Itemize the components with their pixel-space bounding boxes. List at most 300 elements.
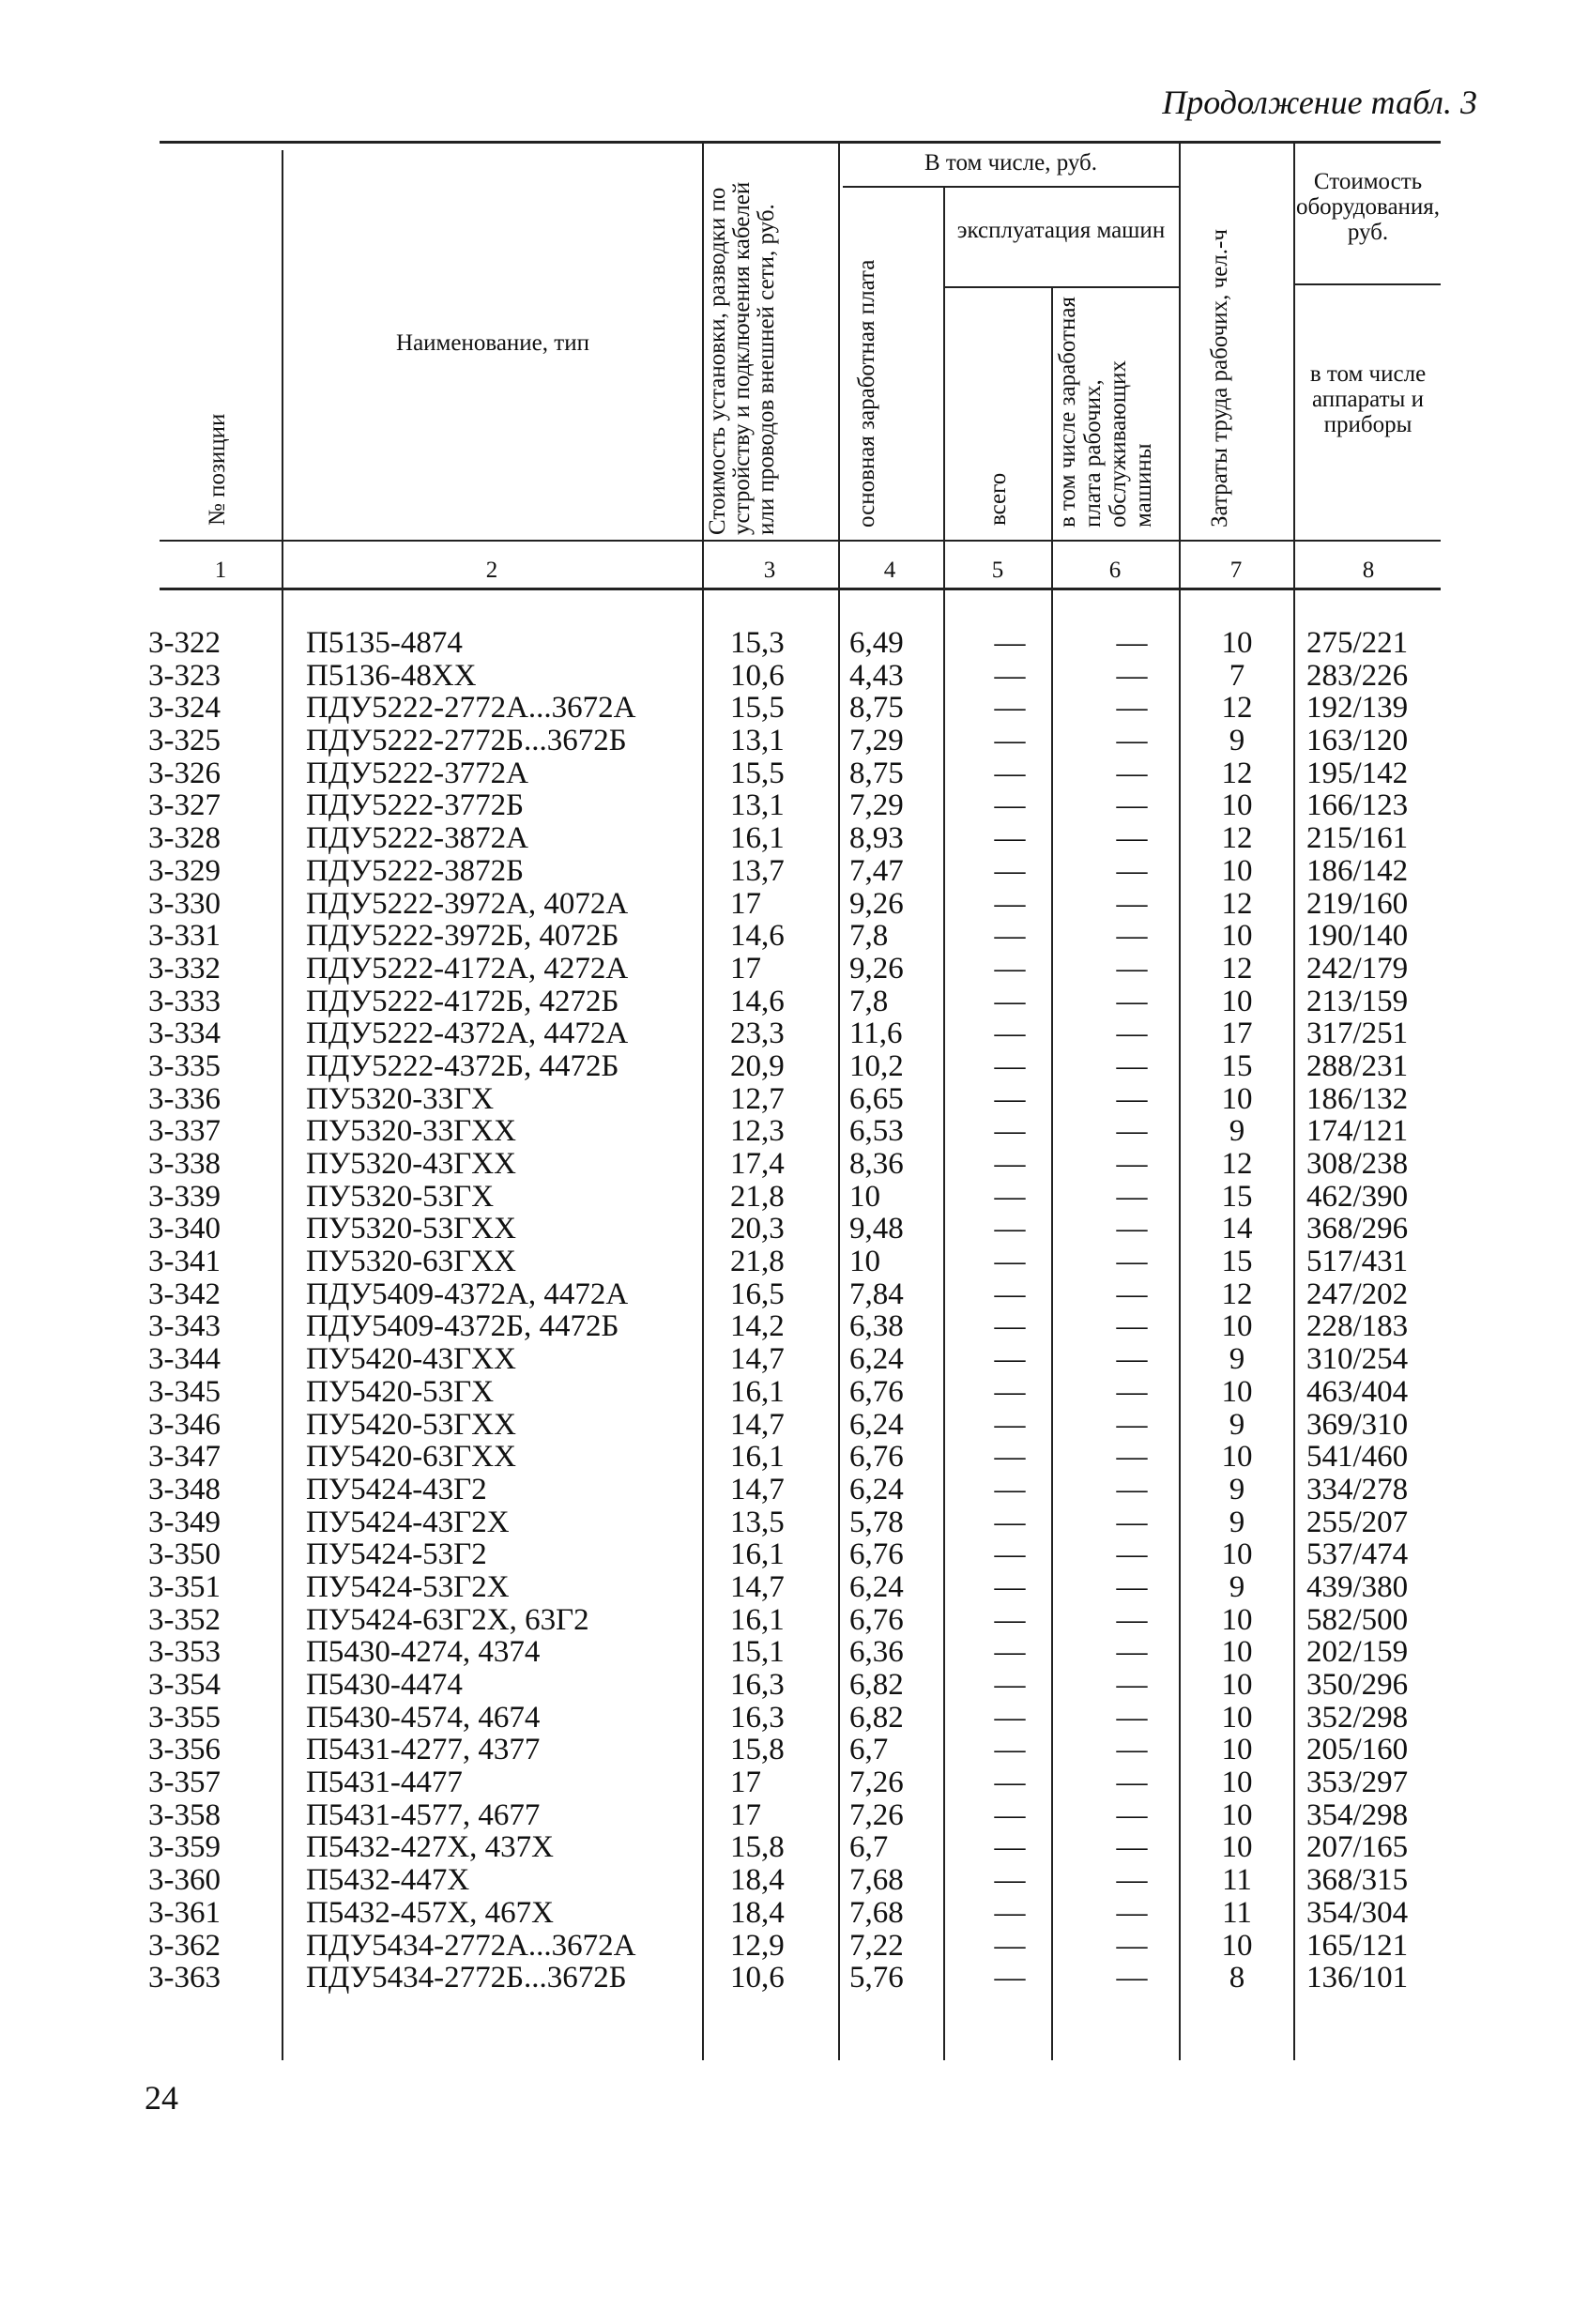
base-wage-cell: 10 xyxy=(849,1179,880,1214)
base-wage-cell: 8,93 xyxy=(849,821,904,856)
table-row xyxy=(0,1636,1588,1669)
equipment-cost-cell: 205/160 xyxy=(1306,1733,1409,1767)
machine-rule xyxy=(943,286,1179,288)
base-wage-cell: 7,29 xyxy=(849,788,904,823)
name-cell: ПДУ5222-3972Б, 4072Б xyxy=(306,919,619,954)
name-cell: П5135-4874 xyxy=(306,626,463,660)
position-cell: 3-327 xyxy=(148,788,221,823)
table-row xyxy=(0,1246,1588,1278)
labor-cell: 9 xyxy=(1229,1114,1245,1149)
install-cost-cell: 17 xyxy=(730,1766,761,1800)
labor-cell: 9 xyxy=(1229,1342,1245,1377)
name-cell: ПДУ5434-2772А...3672А xyxy=(306,1928,636,1963)
machine-total-cell: — xyxy=(994,1277,1026,1311)
machine-total-cell: — xyxy=(994,1668,1026,1702)
labor-cell: 12 xyxy=(1221,951,1253,986)
machine-total-cell: — xyxy=(994,1928,1026,1963)
base-wage-cell: 6,24 xyxy=(849,1342,904,1377)
machine-total-cell: — xyxy=(994,919,1026,954)
base-wage-cell: 7,68 xyxy=(849,1895,904,1930)
machine-total-cell: — xyxy=(994,1114,1026,1149)
name-cell: П5430-4574, 4674 xyxy=(306,1700,541,1735)
position-cell: 3-330 xyxy=(148,886,221,921)
table-row xyxy=(0,692,1588,725)
base-wage-cell: 7,26 xyxy=(849,1766,904,1800)
position-cell: 3-341 xyxy=(148,1245,221,1279)
labor-cell: 12 xyxy=(1221,886,1253,921)
install-cost-cell: 16,1 xyxy=(730,1602,785,1637)
labor-cell: 10 xyxy=(1221,788,1253,823)
machine-wage-cell: — xyxy=(1116,1277,1148,1311)
equipment-cost-cell: 136/101 xyxy=(1306,1961,1409,1995)
table-row xyxy=(0,822,1588,855)
base-wage-cell: 7,29 xyxy=(849,724,904,758)
machine-wage-cell: — xyxy=(1116,1472,1148,1506)
colnum-3: 3 xyxy=(763,558,776,583)
machine-total-cell: — xyxy=(994,1863,1026,1898)
machine-total-cell: — xyxy=(994,1212,1026,1246)
machine-total-cell: — xyxy=(994,1440,1026,1475)
machine-total-cell: — xyxy=(994,788,1026,823)
install-cost-cell: 15,5 xyxy=(730,756,785,790)
table-row xyxy=(0,1278,1588,1311)
position-cell: 3-360 xyxy=(148,1863,221,1898)
name-cell: ПУ5320-43ГХХ xyxy=(306,1147,516,1181)
header-including: В том числе, руб. xyxy=(924,150,1098,176)
install-cost-cell: 16,3 xyxy=(730,1700,785,1735)
machine-wage-cell: — xyxy=(1116,724,1148,758)
base-wage-cell: 6,36 xyxy=(849,1635,904,1670)
header-labor: Затраты труда рабочих, чел.-ч xyxy=(1207,229,1232,527)
table-row xyxy=(0,1441,1588,1474)
name-cell: ПУ5420-53ГХ xyxy=(306,1374,495,1409)
position-cell: 3-355 xyxy=(148,1700,221,1735)
name-cell: ПУ5320-33ГХ xyxy=(306,1081,495,1116)
base-wage-cell: 8,75 xyxy=(849,691,904,726)
name-cell: ПДУ5222-3872Б xyxy=(306,853,525,888)
machine-total-cell: — xyxy=(994,1635,1026,1670)
base-wage-cell: 10,2 xyxy=(849,1048,904,1083)
equipment-cost-cell: 368/315 xyxy=(1306,1863,1409,1898)
machine-total-cell: — xyxy=(994,1147,1026,1181)
equipment-rule xyxy=(1295,283,1441,285)
install-cost-cell: 12,7 xyxy=(730,1081,785,1116)
machine-wage-cell: — xyxy=(1116,658,1148,693)
table-row xyxy=(0,627,1588,660)
labor-cell: 10 xyxy=(1221,1537,1253,1572)
machine-total-cell: — xyxy=(994,1374,1026,1409)
machine-total-cell: — xyxy=(994,821,1026,856)
install-cost-cell: 13,1 xyxy=(730,788,785,823)
position-cell: 3-345 xyxy=(148,1374,221,1409)
base-wage-cell: 9,26 xyxy=(849,886,904,921)
position-cell: 3-323 xyxy=(148,658,221,693)
machine-total-cell: — xyxy=(994,951,1026,986)
machine-total-cell: — xyxy=(994,724,1026,758)
table-row xyxy=(0,855,1588,888)
table-row xyxy=(0,1115,1588,1148)
install-cost-cell: 15,8 xyxy=(730,1830,785,1865)
labor-cell: 10 xyxy=(1221,1374,1253,1409)
machine-total-cell: — xyxy=(994,1245,1026,1279)
machine-wage-cell: — xyxy=(1116,1179,1148,1214)
position-cell: 3-324 xyxy=(148,691,221,726)
table-row xyxy=(0,986,1588,1018)
install-cost-cell: 10,6 xyxy=(730,1961,785,1995)
table-row xyxy=(0,1930,1588,1963)
machine-total-cell: — xyxy=(994,756,1026,790)
position-cell: 3-354 xyxy=(148,1668,221,1702)
labor-cell: 12 xyxy=(1221,691,1253,726)
install-cost-cell: 14,7 xyxy=(730,1472,785,1506)
header-equipment-cost: Стоимость оборудования, руб. xyxy=(1295,169,1441,245)
name-cell: ПДУ5222-4172А, 4272А xyxy=(306,951,629,986)
header-total: всего xyxy=(985,472,1011,526)
labor-cell: 10 xyxy=(1221,626,1253,660)
machine-wage-cell: — xyxy=(1116,691,1148,726)
page-number: 24 xyxy=(145,2079,178,2117)
name-cell: П5136-48ХХ xyxy=(306,658,477,693)
table-caption: Продолжение табл. 3 xyxy=(1162,84,1477,121)
equipment-cost-cell: 350/296 xyxy=(1306,1668,1409,1702)
equipment-cost-cell: 242/179 xyxy=(1306,951,1409,986)
position-cell: 3-353 xyxy=(148,1635,221,1670)
equipment-cost-cell: 213/159 xyxy=(1306,984,1409,1018)
labor-cell: 17 xyxy=(1221,1017,1253,1051)
position-cell: 3-352 xyxy=(148,1602,221,1637)
base-wage-cell: 7,26 xyxy=(849,1797,904,1832)
header-machine-operation: эксплуатация машин xyxy=(956,218,1166,243)
base-wage-cell: 7,84 xyxy=(849,1277,904,1311)
table-row xyxy=(0,1148,1588,1181)
table-row xyxy=(0,888,1588,921)
name-cell: ПУ5320-33ГХХ xyxy=(306,1114,516,1149)
equipment-cost-cell: 219/160 xyxy=(1306,886,1409,921)
machine-wage-cell: — xyxy=(1116,1733,1148,1767)
labor-cell: 9 xyxy=(1229,1407,1245,1442)
machine-wage-cell: — xyxy=(1116,1895,1148,1930)
position-cell: 3-344 xyxy=(148,1342,221,1377)
labor-cell: 10 xyxy=(1221,1733,1253,1767)
machine-wage-cell: — xyxy=(1116,951,1148,986)
install-cost-cell: 15,8 xyxy=(730,1733,785,1767)
install-cost-cell: 21,8 xyxy=(730,1179,785,1214)
labor-cell: 10 xyxy=(1221,919,1253,954)
colnum-1: 1 xyxy=(214,558,227,583)
machine-total-cell: — xyxy=(994,691,1026,726)
name-cell: ПДУ5222-4372Б, 4472Б xyxy=(306,1048,619,1083)
table-row xyxy=(0,789,1588,822)
name-cell: П5432-457Х, 467Х xyxy=(306,1895,554,1930)
machine-total-cell: — xyxy=(994,1407,1026,1442)
install-cost-cell: 14,6 xyxy=(730,919,785,954)
equipment-cost-cell: 215/161 xyxy=(1306,821,1409,856)
install-cost-cell: 21,8 xyxy=(730,1245,785,1279)
base-wage-cell: 6,65 xyxy=(849,1081,904,1116)
base-wage-cell: 6,7 xyxy=(849,1733,889,1767)
position-cell: 3-357 xyxy=(148,1766,221,1800)
equipment-cost-cell: 354/298 xyxy=(1306,1797,1409,1832)
machine-wage-cell: — xyxy=(1116,1081,1148,1116)
base-wage-cell: 6,38 xyxy=(849,1309,904,1344)
equipment-cost-cell: 228/183 xyxy=(1306,1309,1409,1344)
machine-total-cell: — xyxy=(994,1961,1026,1995)
install-cost-cell: 20,9 xyxy=(730,1048,785,1083)
table-row xyxy=(0,1831,1588,1864)
equipment-cost-cell: 352/298 xyxy=(1306,1700,1409,1735)
machine-wage-cell: — xyxy=(1116,1374,1148,1409)
labor-cell: 10 xyxy=(1221,1830,1253,1865)
equipment-cost-cell: 165/121 xyxy=(1306,1928,1409,1963)
machine-total-cell: — xyxy=(994,1797,1026,1832)
install-cost-cell: 17,4 xyxy=(730,1147,785,1181)
machine-wage-cell: — xyxy=(1116,1245,1148,1279)
table-row xyxy=(0,1409,1588,1442)
labor-cell: 10 xyxy=(1221,1797,1253,1832)
table-row xyxy=(0,1474,1588,1506)
position-cell: 3-333 xyxy=(148,984,221,1018)
equipment-cost-cell: 462/390 xyxy=(1306,1179,1409,1214)
base-wage-cell: 11,6 xyxy=(849,1017,903,1051)
position-cell: 3-329 xyxy=(148,853,221,888)
install-cost-cell: 15,3 xyxy=(730,626,785,660)
position-cell: 3-335 xyxy=(148,1048,221,1083)
labor-cell: 10 xyxy=(1221,1440,1253,1475)
position-cell: 3-336 xyxy=(148,1081,221,1116)
install-cost-cell: 13,5 xyxy=(730,1505,785,1539)
install-cost-cell: 10,6 xyxy=(730,658,785,693)
position-cell: 3-331 xyxy=(148,919,221,954)
base-wage-cell: 10 xyxy=(849,1245,880,1279)
install-cost-cell: 14,7 xyxy=(730,1407,785,1442)
machine-total-cell: — xyxy=(994,853,1026,888)
name-cell: ПДУ5222-2772Б...3672Б xyxy=(306,724,627,758)
labor-cell: 10 xyxy=(1221,1928,1253,1963)
base-wage-cell: 6,24 xyxy=(849,1472,904,1506)
equipment-cost-cell: 541/460 xyxy=(1306,1440,1409,1475)
install-cost-cell: 16,3 xyxy=(730,1668,785,1702)
machine-wage-cell: — xyxy=(1116,1830,1148,1865)
install-cost-cell: 16,1 xyxy=(730,1537,785,1572)
machine-total-cell: — xyxy=(994,626,1026,660)
base-wage-cell: 6,76 xyxy=(849,1602,904,1637)
base-wage-cell: 6,24 xyxy=(849,1407,904,1442)
labor-cell: 10 xyxy=(1221,1635,1253,1670)
machine-wage-cell: — xyxy=(1116,1212,1148,1246)
install-cost-cell: 16,1 xyxy=(730,1374,785,1409)
machine-wage-cell: — xyxy=(1116,1766,1148,1800)
machine-wage-cell: — xyxy=(1116,1407,1148,1442)
machine-total-cell: — xyxy=(994,1472,1026,1506)
base-wage-cell: 6,76 xyxy=(849,1374,904,1409)
machine-total-cell: — xyxy=(994,658,1026,693)
colnum-4: 4 xyxy=(883,558,896,583)
machine-wage-cell: — xyxy=(1116,1961,1148,1995)
machine-total-cell: — xyxy=(994,1505,1026,1539)
machine-wage-cell: — xyxy=(1116,1569,1148,1604)
base-wage-cell: 6,82 xyxy=(849,1700,904,1735)
machine-total-cell: — xyxy=(994,1569,1026,1604)
install-cost-cell: 20,3 xyxy=(730,1212,785,1246)
labor-cell: 11 xyxy=(1222,1863,1252,1898)
name-cell: ПДУ5222-3872А xyxy=(306,821,528,856)
install-cost-cell: 14,6 xyxy=(730,984,785,1018)
machine-wage-cell: — xyxy=(1116,1700,1148,1735)
colnum-5: 5 xyxy=(991,558,1004,583)
labor-cell: 8 xyxy=(1229,1961,1245,1995)
labor-cell: 12 xyxy=(1221,1147,1253,1181)
labor-cell: 12 xyxy=(1221,821,1253,856)
labor-cell: 10 xyxy=(1221,1309,1253,1344)
position-cell: 3-337 xyxy=(148,1114,221,1149)
machine-total-cell: — xyxy=(994,1830,1026,1865)
labor-cell: 12 xyxy=(1221,1277,1253,1311)
machine-wage-cell: — xyxy=(1116,756,1148,790)
position-cell: 3-346 xyxy=(148,1407,221,1442)
machine-total-cell: — xyxy=(994,1700,1026,1735)
position-cell: 3-334 xyxy=(148,1017,221,1051)
name-cell: П5430-4274, 4374 xyxy=(306,1635,541,1670)
machine-wage-cell: — xyxy=(1116,1147,1148,1181)
machine-wage-cell: — xyxy=(1116,1928,1148,1963)
labor-cell: 10 xyxy=(1221,1668,1253,1702)
name-cell: ПДУ5222-4372А, 4472А xyxy=(306,1017,629,1051)
name-cell: П5431-4477 xyxy=(306,1766,463,1800)
machine-wage-cell: — xyxy=(1116,1017,1148,1051)
equipment-cost-cell: 163/120 xyxy=(1306,724,1409,758)
equipment-cost-cell: 174/121 xyxy=(1306,1114,1409,1149)
table-row xyxy=(0,1310,1588,1343)
table-row xyxy=(0,1864,1588,1897)
position-cell: 3-338 xyxy=(148,1147,221,1181)
machine-wage-cell: — xyxy=(1116,1797,1148,1832)
machine-wage-cell: — xyxy=(1116,984,1148,1018)
table-row xyxy=(0,1734,1588,1766)
install-cost-cell: 17 xyxy=(730,886,761,921)
machine-total-cell: — xyxy=(994,1342,1026,1377)
table-row xyxy=(0,1897,1588,1930)
including-rule xyxy=(843,186,1179,188)
machine-total-cell: — xyxy=(994,984,1026,1018)
name-cell: ПУ5420-43ГХХ xyxy=(306,1342,516,1377)
position-cell: 3-343 xyxy=(148,1309,221,1344)
equipment-cost-cell: 582/500 xyxy=(1306,1602,1409,1637)
install-cost-cell: 12,9 xyxy=(730,1928,785,1963)
position-cell: 3-339 xyxy=(148,1179,221,1214)
equipment-cost-cell: 275/221 xyxy=(1306,626,1409,660)
name-cell: П5431-4277, 4377 xyxy=(306,1733,541,1767)
install-cost-cell: 12,3 xyxy=(730,1114,785,1149)
table-row xyxy=(0,1766,1588,1799)
equipment-cost-cell: 202/159 xyxy=(1306,1635,1409,1670)
machine-wage-cell: — xyxy=(1116,788,1148,823)
equipment-cost-cell: 192/139 xyxy=(1306,691,1409,726)
install-cost-cell: 15,5 xyxy=(730,691,785,726)
name-cell: ПУ5320-63ГХХ xyxy=(306,1245,516,1279)
name-cell: ПУ5424-53Г2Х xyxy=(306,1569,510,1604)
machine-wage-cell: — xyxy=(1116,1505,1148,1539)
colnum-7: 7 xyxy=(1229,558,1243,583)
table-row xyxy=(0,1962,1588,1995)
table-row xyxy=(0,1343,1588,1376)
table-row xyxy=(0,1799,1588,1832)
position-cell: 3-348 xyxy=(148,1472,221,1506)
install-cost-cell: 13,7 xyxy=(730,853,785,888)
table-row xyxy=(0,757,1588,790)
name-cell: ПУ5320-53ГХ xyxy=(306,1179,495,1214)
name-cell: ПУ5420-63ГХХ xyxy=(306,1440,516,1475)
name-cell: ПУ5424-53Г2 xyxy=(306,1537,487,1572)
machine-wage-cell: — xyxy=(1116,626,1148,660)
machine-total-cell: — xyxy=(994,1048,1026,1083)
base-wage-cell: 7,68 xyxy=(849,1863,904,1898)
labor-cell: 10 xyxy=(1221,853,1253,888)
table-row xyxy=(0,1506,1588,1539)
name-cell: ПУ5420-53ГХХ xyxy=(306,1407,516,1442)
table-row xyxy=(0,1604,1588,1637)
base-wage-cell: 7,8 xyxy=(849,984,889,1018)
base-wage-cell: 8,36 xyxy=(849,1147,904,1181)
name-cell: ПДУ5409-4372Б, 4472Б xyxy=(306,1309,619,1344)
install-cost-cell: 14,2 xyxy=(730,1309,785,1344)
machine-total-cell: — xyxy=(994,1895,1026,1930)
colnum-bottom-rule xyxy=(160,588,1441,590)
labor-cell: 14 xyxy=(1221,1212,1253,1246)
name-cell: ПДУ5222-4172Б, 4272Б xyxy=(306,984,619,1018)
equipment-cost-cell: 195/142 xyxy=(1306,756,1409,790)
name-cell: ПУ5424-43Г2Х xyxy=(306,1505,510,1539)
install-cost-cell: 16,1 xyxy=(730,1440,785,1475)
base-wage-cell: 9,26 xyxy=(849,951,904,986)
install-cost-cell: 14,7 xyxy=(730,1342,785,1377)
table-row xyxy=(0,725,1588,757)
name-cell: ПДУ5434-2772Б...3672Б xyxy=(306,1961,627,1995)
labor-cell: 9 xyxy=(1229,1569,1245,1604)
machine-wage-cell: — xyxy=(1116,1114,1148,1149)
position-cell: 3-328 xyxy=(148,821,221,856)
equipment-cost-cell: 317/251 xyxy=(1306,1017,1409,1051)
equipment-cost-cell: 186/132 xyxy=(1306,1081,1409,1116)
equipment-cost-cell: 207/165 xyxy=(1306,1830,1409,1865)
equipment-cost-cell: 368/296 xyxy=(1306,1212,1409,1246)
machine-wage-cell: — xyxy=(1116,919,1148,954)
name-cell: ПДУ5222-3772Б xyxy=(306,788,525,823)
table-body xyxy=(0,627,1588,1995)
equipment-cost-cell: 283/226 xyxy=(1306,658,1409,693)
equipment-cost-cell: 166/123 xyxy=(1306,788,1409,823)
table-row xyxy=(0,953,1588,986)
install-cost-cell: 15,1 xyxy=(730,1635,785,1670)
base-wage-cell: 6,24 xyxy=(849,1569,904,1604)
machine-total-cell: — xyxy=(994,1179,1026,1214)
equipment-cost-cell: 334/278 xyxy=(1306,1472,1409,1506)
table-row xyxy=(0,1669,1588,1702)
equipment-cost-cell: 537/474 xyxy=(1306,1537,1409,1572)
name-cell: П5431-4577, 4677 xyxy=(306,1797,541,1832)
colnum-6: 6 xyxy=(1108,558,1122,583)
labor-cell: 15 xyxy=(1221,1179,1253,1214)
name-cell: ПУ5424-63Г2Х, 63Г2 xyxy=(306,1602,589,1637)
labor-cell: 9 xyxy=(1229,1505,1245,1539)
header-incl-wage: в том числе заработная плата рабочих, обслуживающих машины xyxy=(1055,297,1156,527)
install-cost-cell: 16,1 xyxy=(730,821,785,856)
equipment-cost-cell: 369/310 xyxy=(1306,1407,1409,1442)
name-cell: ПУ5424-43Г2 xyxy=(306,1472,487,1506)
install-cost-cell: 17 xyxy=(730,1797,761,1832)
machine-wage-cell: — xyxy=(1116,1668,1148,1702)
name-cell: П5432-447Х xyxy=(306,1863,470,1898)
machine-total-cell: — xyxy=(994,1081,1026,1116)
